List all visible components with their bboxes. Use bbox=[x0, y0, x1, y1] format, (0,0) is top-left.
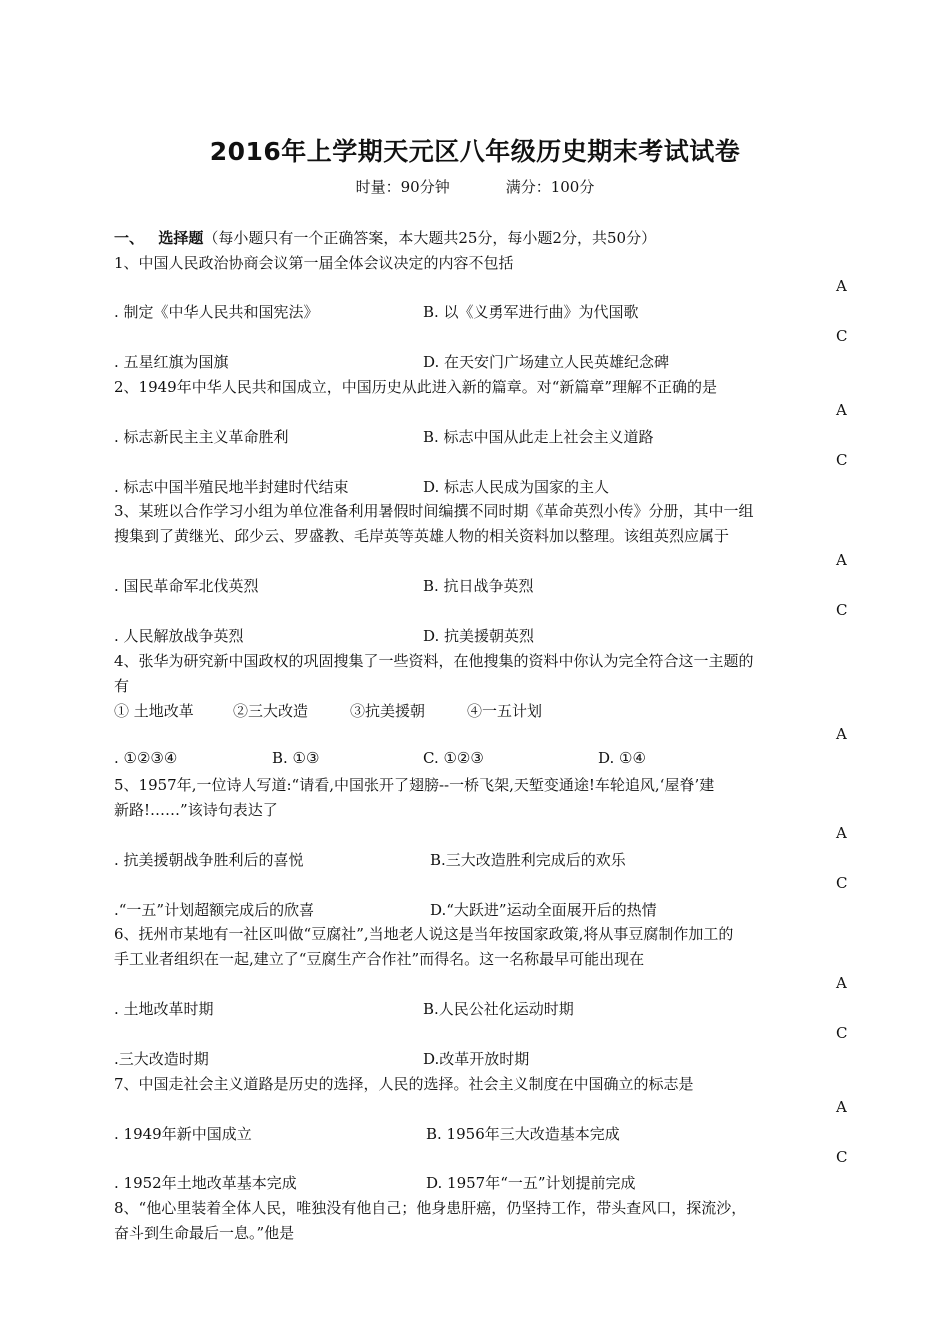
question-3-letter-c: C bbox=[836, 601, 848, 619]
exam-meta bbox=[0, 176, 950, 197]
question-5-option-c: .“一五”计划超额完成后的欣喜 bbox=[114, 901, 315, 919]
question-7-stem: 7、中国走社会主义道路是历史的选择，人民的选择。社会主义制度在中国确立的标志是 bbox=[114, 1075, 694, 1093]
section-number: 一、 bbox=[114, 229, 145, 247]
question-4-letter-a: A bbox=[836, 725, 847, 743]
question-1-option-a: . 制定《中华人民共和国宪法》 bbox=[114, 303, 319, 321]
question-2-option-d: D. 标志人民成为国家的主人 bbox=[423, 478, 610, 496]
question-7-letter-c: C bbox=[836, 1148, 848, 1166]
question-5-stem-line-1: 5、1957年,一位诗人写道:“请看,中国张开了翅膀--一桥飞架,天堑变通途!车轮追风,‘屋脊’建 bbox=[114, 776, 715, 794]
question-1-option-b: B. 以《义勇军进行曲》为代国歌 bbox=[423, 303, 639, 321]
question-4-option-a: . ①②③④ bbox=[114, 749, 178, 767]
question-7-option-d: D. 1957年“一五”计划提前完成 bbox=[426, 1174, 636, 1192]
question-7-option-a: . 1949年新中国成立 bbox=[114, 1125, 252, 1143]
section-heading bbox=[114, 227, 656, 248]
question-4-item-1: ① 土地改革 bbox=[114, 702, 194, 720]
question-1-letter-a: A bbox=[836, 277, 847, 295]
question-4-option-d: D. ①④ bbox=[598, 749, 646, 767]
question-5-stem-line-2: 新路!……”该诗句表达了 bbox=[114, 801, 278, 819]
full-score: 满分：100分 bbox=[505, 178, 595, 196]
question-3-option-b: B. 抗日战争英烈 bbox=[423, 577, 534, 595]
question-2-stem: 2、1949年中华人民共和国成立，中国历史从此进入新的篇章。对“新篇章”理解不正确的是 bbox=[114, 378, 718, 396]
question-6-option-d: D.改革开放时期 bbox=[423, 1050, 530, 1068]
time-limit: 时量：90分钟 bbox=[355, 178, 450, 196]
question-6-letter-a: A bbox=[836, 974, 847, 992]
question-3-stem-line-1: 3、某班以合作学习小组为单位准备利用暑假时间编撰不同时期《革命英烈小传》分册，其中一组 bbox=[114, 502, 754, 520]
question-7-option-c: . 1952年土地改革基本完成 bbox=[114, 1174, 297, 1192]
question-1-stem: 1、中国人民政治协商会议第一届全体会议决定的内容不包括 bbox=[114, 254, 514, 272]
question-4-stem-line-1: 4、张华为研究新中国政权的巩固搜集了一些资料，在他搜集的资料中你认为完全符合这一主题的 bbox=[114, 652, 754, 670]
question-4-item-4: ④一五计划 bbox=[467, 702, 543, 720]
question-4-item-2: ②三大改造 bbox=[233, 702, 309, 720]
section-instructions: （每小题只有一个正确答案，本大题共25分，每小题2分，共50分） bbox=[203, 229, 657, 247]
question-4-option-c: C. ①②③ bbox=[423, 749, 484, 767]
question-2-option-c: . 标志中国半殖民地半封建时代结束 bbox=[114, 478, 349, 496]
question-4-option-b: B. ①③ bbox=[272, 749, 320, 767]
question-2-letter-c: C bbox=[836, 451, 848, 469]
question-6-option-a: . 土地改革时期 bbox=[114, 1000, 214, 1018]
question-7-letter-a: A bbox=[836, 1098, 847, 1116]
question-3-letter-a: A bbox=[836, 551, 847, 569]
question-3-option-c: . 人民解放战争英烈 bbox=[114, 627, 244, 645]
question-5-option-d: D.“大跃进”运动全面展开后的热情 bbox=[430, 901, 657, 919]
question-6-letter-c: C bbox=[836, 1024, 848, 1042]
question-6-stem-line-2: 手工业者组织在一起,建立了“豆腐生产合作社”而得名。这一名称最早可能出现在 bbox=[114, 950, 645, 968]
question-2-option-a: . 标志新民主主义革命胜利 bbox=[114, 428, 289, 446]
exam-title: 2016年上学期天元区八年级历史期末考试试卷 bbox=[209, 137, 741, 166]
question-1-option-c: . 五星红旗为国旗 bbox=[114, 353, 229, 371]
question-6-option-c: .三大改造时期 bbox=[114, 1050, 209, 1068]
question-5-option-a: . 抗美援朝战争胜利后的喜悦 bbox=[114, 851, 304, 869]
question-5-option-b: B.三大改造胜利完成后的欢乐 bbox=[430, 851, 626, 869]
question-5-letter-a: A bbox=[836, 824, 847, 842]
question-5-letter-c: C bbox=[836, 874, 848, 892]
question-8-stem-line-2: 奋斗到生命最后一息。”他是 bbox=[114, 1224, 295, 1242]
question-1-option-d: D. 在天安门广场建立人民英雄纪念碑 bbox=[423, 353, 670, 371]
question-4-stem-line-2: 有 bbox=[114, 677, 130, 695]
question-6-stem-line-1: 6、抚州市某地有一社区叫做“豆腐社”,当地老人说这是当年按国家政策,将从事豆腐制作加工的 bbox=[114, 925, 734, 943]
question-8-stem-line-1: 8、“他心里装着全体人民，唯独没有他自己；他身患肝癌，仍坚持工作，带头查风口，探流沙， bbox=[114, 1199, 747, 1217]
question-3-option-a: . 国民革命军北伐英烈 bbox=[114, 577, 259, 595]
question-3-stem-line-2: 搜集到了黄继光、邱少云、罗盛教、毛岸英等英雄人物的相关资料加以整理。该组英烈应属于 bbox=[114, 527, 730, 545]
question-3-option-d: D. 抗美援朝英烈 bbox=[423, 627, 535, 645]
section-name: 选择题 bbox=[158, 229, 204, 247]
question-2-option-b: B. 标志中国从此走上社会主义道路 bbox=[423, 428, 654, 446]
question-4-item-3: ③抗美援朝 bbox=[350, 702, 426, 720]
question-7-option-b: B. 1956年三大改造基本完成 bbox=[426, 1125, 620, 1143]
question-1-letter-c: C bbox=[836, 327, 848, 345]
question-6-option-b: B.人民公社化运动时期 bbox=[423, 1000, 574, 1018]
question-2-letter-a: A bbox=[836, 401, 847, 419]
